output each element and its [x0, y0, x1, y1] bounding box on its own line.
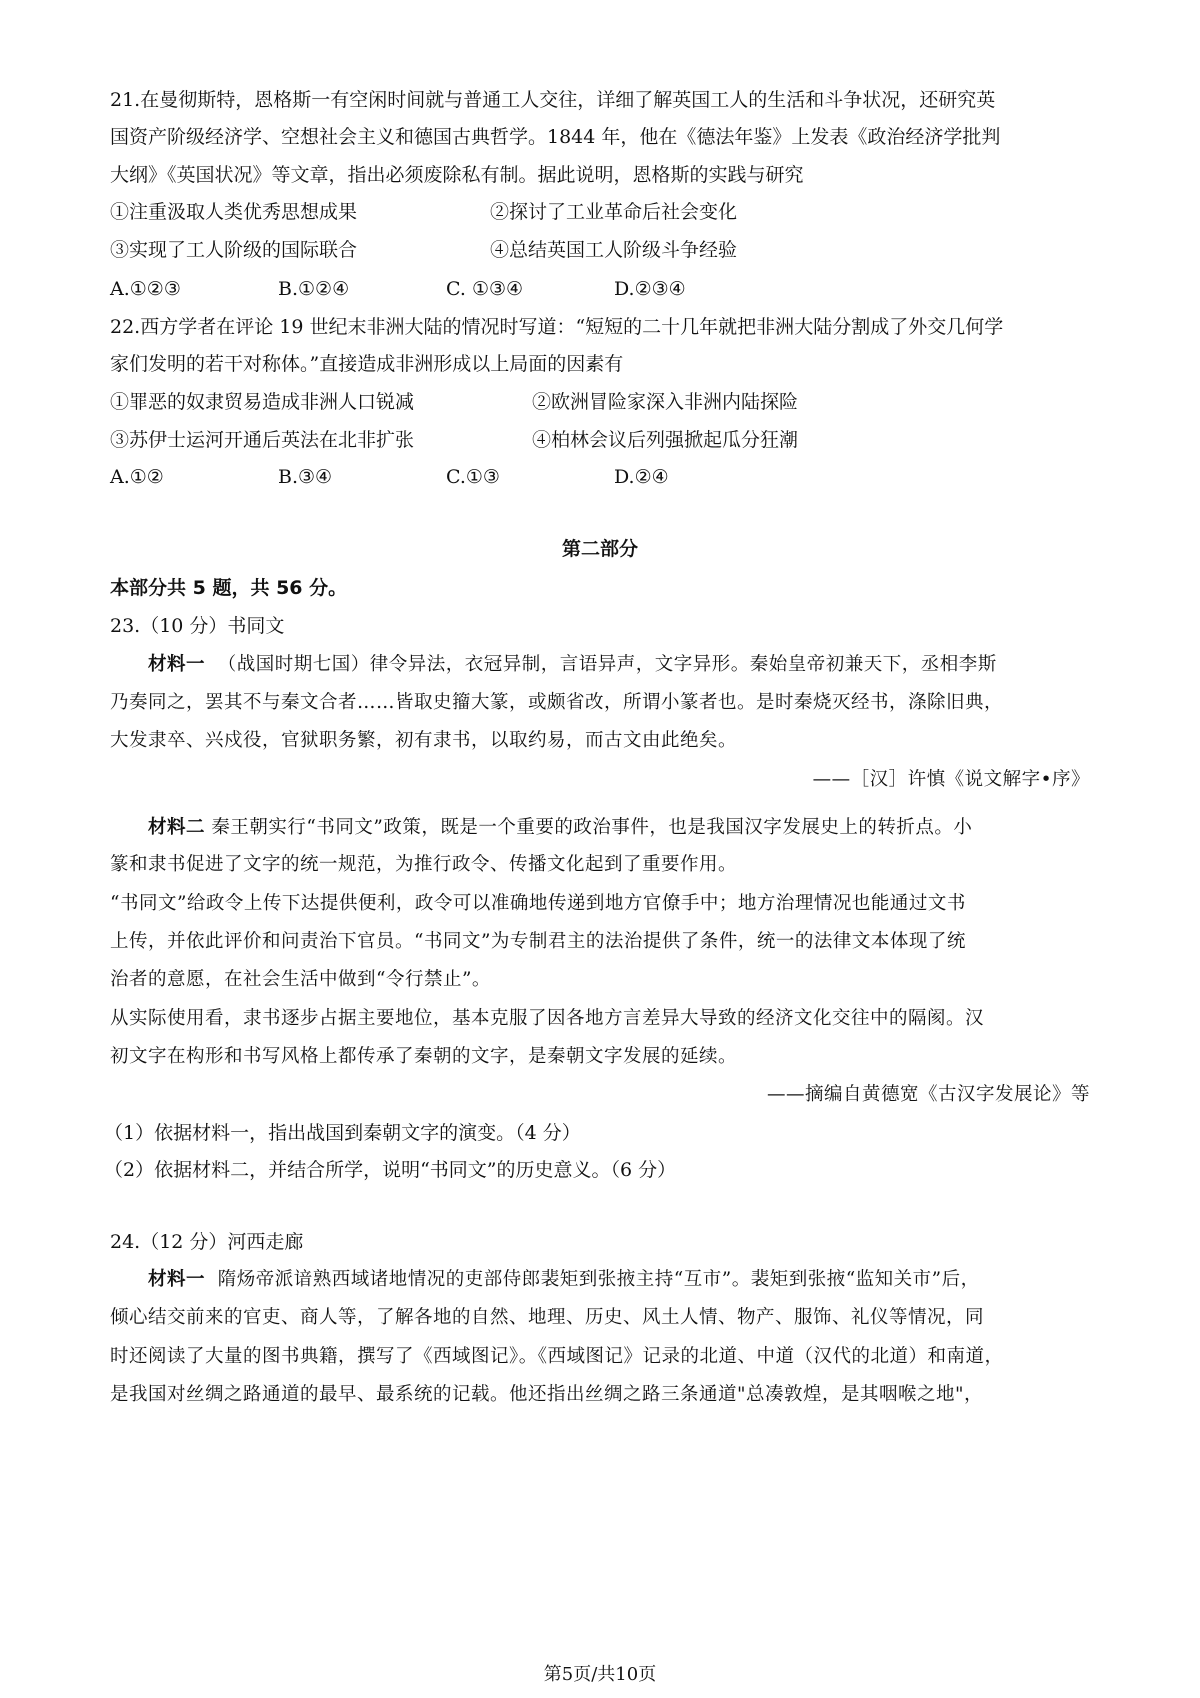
q21-stem-line: 21.在曼彻斯特，恩格斯一有空闲时间就与普通工人交往，详细了解英国工人的生活和斗争状况，还研究英	[110, 89, 996, 111]
material-text: 秦王朝实行“书同文”政策，既是一个重要的政治事件，也是我国汉字发展史上的转折点。小	[211, 817, 973, 838]
q23-material-2-line: 上传，并依此评价和问责治下官员。“书同文”为专制君主的法治提供了条件，统一的法律文本体现了统	[110, 931, 966, 952]
q23-material-2-line: 篆和隶书促进了文字的统一规范，为推行政令、传播文化起到了重要作用。	[110, 854, 738, 875]
page-number: 第5页/共10页	[543, 1664, 657, 1685]
material-text: （战国时期七国）律令异法，衣冠异制，言语异声，文字异形。秦始皇帝初兼天下，丞相李斯	[217, 654, 997, 675]
material-text: 隋炀帝派谙熟西域诸地情况的吏部侍郎裴矩到张掖主持“互市”。裴矩到张掖“监知关市”后，	[217, 1269, 980, 1290]
q21-choice-d: D.②③④	[614, 278, 686, 300]
q23-material-1-line: 乃奏同之，罢其不与秦文合者……皆取史籀大篆，或颇省改，所谓小篆者也。是时秦烧灭经书，涤除旧典，	[110, 692, 1004, 713]
q21-item-4: ④总结英国工人阶级斗争经验	[490, 239, 738, 261]
q23-material-2-line: “书同文”给政令上传下达提供便利，政令可以准确地传递到地方官僚手中；地方治理情况也能通过文书	[110, 893, 966, 914]
q22-item-1: ①罪恶的奴隶贸易造成非洲人口锐减	[110, 391, 415, 413]
q22-item-4: ④柏林会议后列强掀起瓜分狂潮	[532, 429, 799, 451]
q21-stem-line: 大纲》《英国状况》等文章，指出必须废除私有制。据此说明，恩格斯的实践与研究	[110, 164, 804, 186]
q21-choice-c: C. ①③④	[446, 278, 524, 300]
q22-choice-b: B.③④	[278, 466, 333, 488]
q22-stem-line: 22.西方学者在评论 19 世纪末非洲大陆的情况时写道：“短短的二十几年就把非洲大陆分割成了外交几何学	[110, 316, 1004, 338]
part-intro: 本部分共 5 题，共 56 分。	[110, 577, 348, 599]
q22-item-3: ③苏伊士运河开通后英法在北非扩张	[110, 429, 415, 451]
q23-material-1-line: 大发隶卒、兴戍役，官狱职务繁，初有隶书，以取约易，而古文由此绝矣。	[110, 730, 738, 751]
material-label: 材料一	[148, 1269, 206, 1290]
q23-question-2: （2）依据材料二，并结合所学，说明“书同文”的历史意义。（6 分）	[104, 1159, 677, 1181]
part-title: 第二部分	[561, 538, 638, 560]
q22-choice-a: A.①②	[110, 466, 164, 488]
q24-material-1-line: 倾心结交前来的官吏、商人等，了解各地的自然、地理、历史、风土人情、物产、服饰、礼仪等情况，同	[110, 1307, 985, 1328]
q23-heading: 23.（10 分）书同文	[110, 615, 285, 637]
q23-material-2-source: ——摘编自黄德宽《古汉字发展论》等	[766, 1084, 1090, 1105]
q23-material-2-line	[148, 816, 972, 840]
q24-material-1-line	[148, 1268, 980, 1292]
q23-material-2-line: 从实际使用看，隶书逐步占据主要地位，基本克服了因各地方言差异大导致的经济文化交往中的隔阂。汉	[110, 1008, 985, 1029]
q23-question-1: （1）依据材料一，指出战国到秦朝文字的演变。（4 分）	[104, 1122, 581, 1144]
q21-choice-b: B.①②④	[278, 278, 350, 300]
q22-choice-c: C.①③	[446, 466, 500, 488]
q21-item-3: ③实现了工人阶级的国际联合	[110, 239, 358, 261]
q23-material-1-line	[148, 653, 997, 677]
q23-material-1-source: ——［汉］许慎《说文解字•序》	[812, 769, 1090, 790]
q21-item-2: ②探讨了工业革命后社会变化	[490, 201, 738, 223]
q23-material-2-line: 初文字在构形和书写风格上都传承了秦朝的文字，是秦朝文字发展的延续。	[110, 1046, 738, 1067]
material-label: 材料一	[148, 654, 206, 675]
q22-stem-line: 家们发明的若干对称体。”直接造成非洲形成以上局面的因素有	[110, 353, 624, 375]
q24-heading: 24.（12 分）河西走廊	[110, 1231, 304, 1253]
q21-item-1: ①注重汲取人类优秀思想成果	[110, 201, 358, 223]
q22-choice-d: D.②④	[614, 466, 669, 488]
q21-stem-line: 国资产阶级经济学、空想社会主义和德国古典哲学。1844 年，他在《德法年鉴》上发表《政治经济学批判	[110, 126, 1001, 148]
q23-material-2-line: 治者的意愿，在社会生活中做到“令行禁止”。	[110, 969, 491, 990]
q21-choice-a: A.①②③	[110, 278, 181, 300]
q24-material-1-line: 时还阅读了大量的图书典籍，撰写了《西域图记》。《西域图记》记录的北道、中道（汉代的北道）和南道，	[110, 1346, 1004, 1367]
q22-item-2: ②欧洲冒险家深入非洲内陆探险	[532, 391, 799, 413]
material-label: 材料二	[148, 817, 206, 838]
q24-material-1-line: 是我国对丝绸之路通道的最早、最系统的记载。他还指出丝绸之路三条通道"总凑敦煌，是其咽喉之地"，	[110, 1384, 984, 1405]
